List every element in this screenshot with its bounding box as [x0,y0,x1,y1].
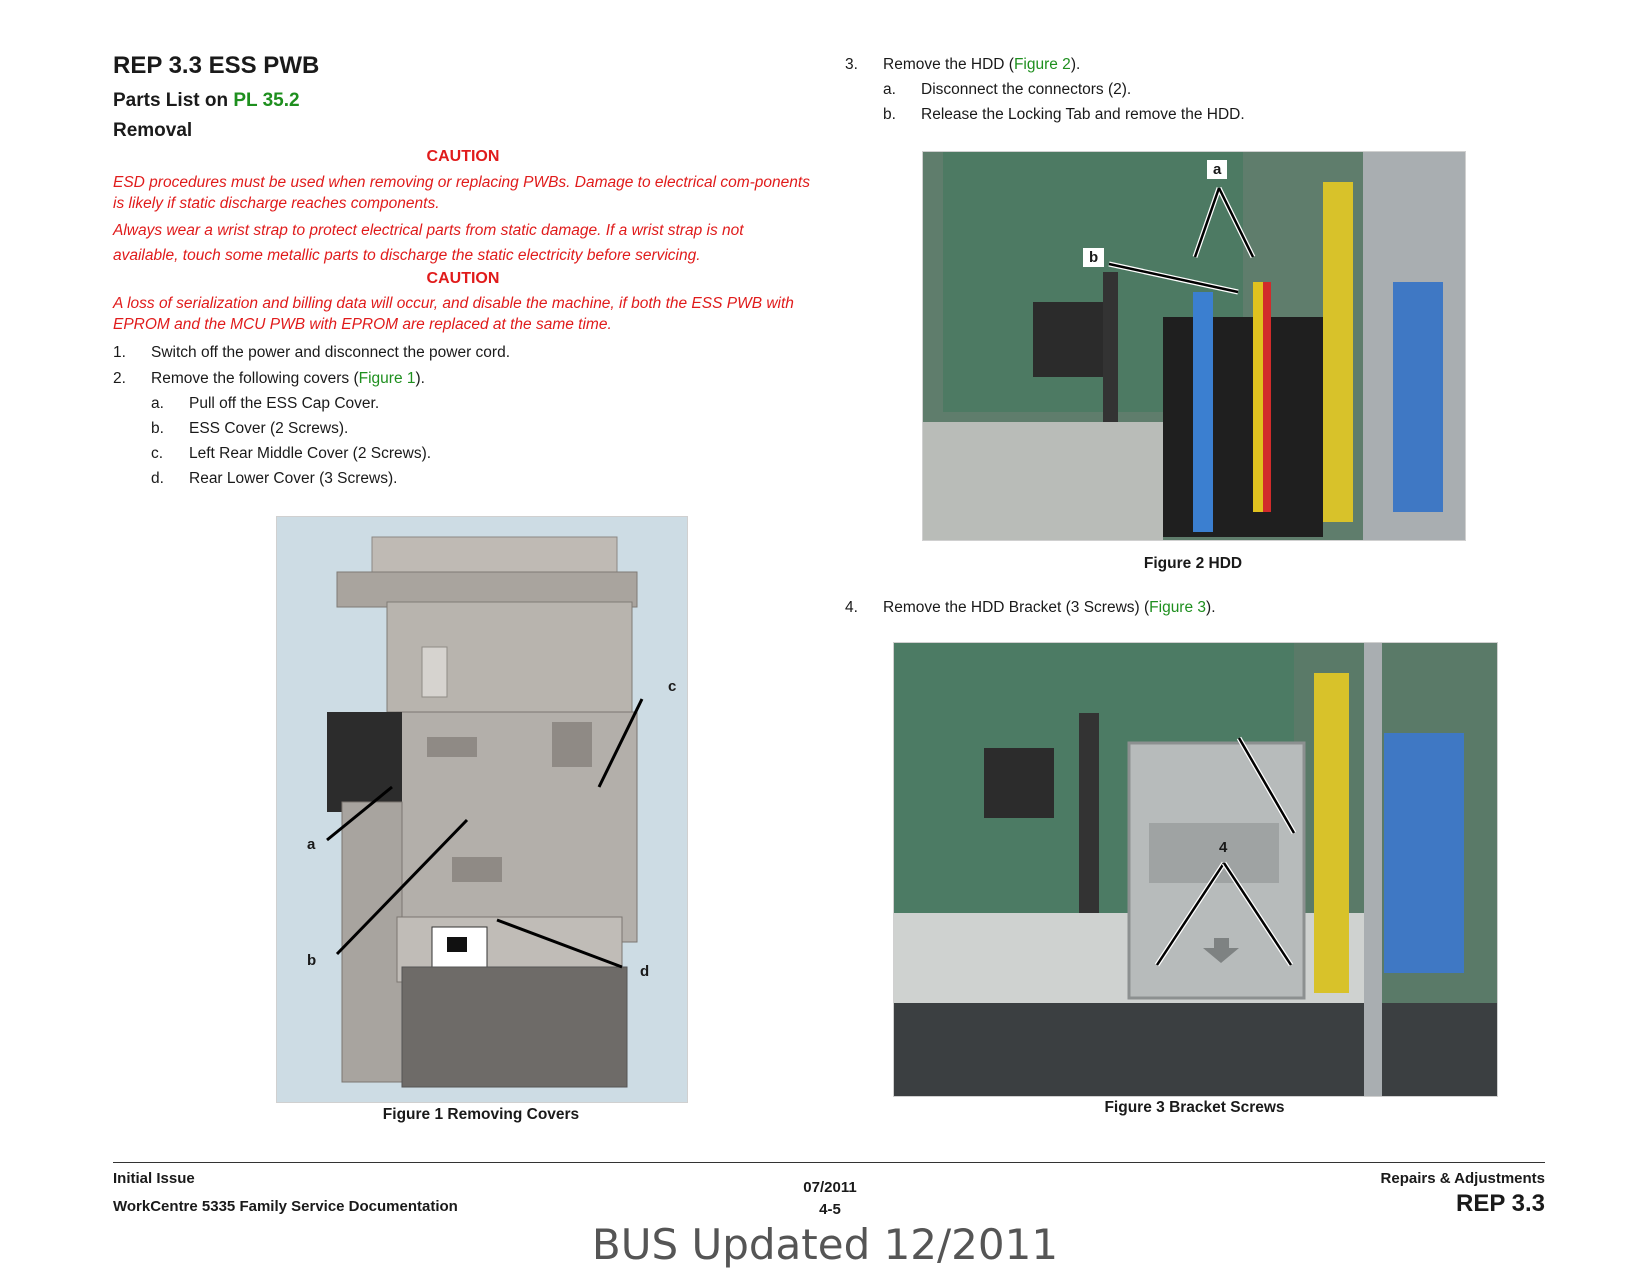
removal-heading: Removal [113,120,193,141]
step-text: Remove the HDD ( [883,56,1014,73]
step-text: Switch off the power and disconnect the power cord. [151,344,511,361]
sub-text: Release the Locking Tab and remove the HDD. [921,106,1245,123]
caution-text-1b: Always wear a wrist strap to protect electrical parts from static damage. If a wrist strap is not available, touch some metallic parts to discharge the static electricity before servicing. [113,222,744,264]
sub-letter: a. [883,81,896,98]
step-number: 1. [113,344,126,361]
sub-letter: b. [883,106,896,123]
footer-rule [113,1162,1545,1163]
footer-issue: Initial Issue [113,1170,195,1187]
figure-2-image [922,151,1466,541]
step-text: Remove the HDD Bracket (3 Screws) ( [883,599,1150,616]
footer-section: Repairs & Adjustments [1380,1170,1545,1187]
footer-doc-title: WorkCentre 5335 Family Service Documentation [113,1198,458,1215]
figure-1-leaders [277,517,687,1102]
step-number: 3. [845,56,858,73]
sub-text: Pull off the ESS Cap Cover. [189,395,380,412]
figure-3-image [893,642,1498,1097]
sub-letter: c. [151,445,164,462]
sub-text: ESS Cover (2 Screws). [189,420,349,437]
step-text-end: ). [1206,599,1216,616]
caution-text-1a: ESD procedures must be used when removing or replacing PWBs. Damage to electrical com-ponents is likely if static discharge reaches components. [113,174,810,212]
figure-2-link[interactable]: Figure 2 [1013,56,1071,73]
caution-text-2: A loss of serialization and billing data will occur, and disable the machine, if both the ESS PWB with EPROM and the MCU PWB with EPROM are replaced at the same time. [113,295,794,333]
sub-letter: a. [151,395,164,412]
figure-2-caption: Figure 2 HDD [1143,555,1243,572]
step-text-end: ). [1070,56,1081,73]
page-title: REP 3.3 ESS PWB [113,52,320,79]
parts-list-link[interactable]: PL 35.2 [233,90,300,111]
sub-text: Disconnect the connectors (2). [921,81,1132,98]
step-3a [883,80,1131,100]
step-text: Remove the following covers ( [151,370,359,387]
step-2c [151,444,431,464]
figure-1-link[interactable]: Figure 1 [358,370,416,387]
footer-date: 07/2011 [803,1179,857,1196]
callout-a: a [307,836,316,853]
figure-3-link[interactable]: Figure 3 [1149,599,1207,616]
sub-letter: b. [151,420,164,437]
step-number: 2. [113,370,126,387]
callout-b: b [307,952,317,969]
callout-a: a [1207,160,1227,179]
step-2a [151,394,379,414]
step-1 [113,343,510,363]
callout-c: c [668,678,677,695]
step-4 [845,598,1216,618]
step-2b [151,419,348,439]
parts-list-heading [113,90,300,112]
step-2d [151,469,397,489]
callout-4: 4 [1219,839,1228,856]
callout-b: b [1083,248,1104,267]
step-2 [113,369,425,389]
caution-label-2: CAUTION [426,270,500,287]
figure-3-caption: Figure 3 Bracket Screws [1104,1099,1285,1116]
step-number: 4. [845,599,858,616]
parts-list-prefix: Parts List on [113,90,234,111]
callout-d: d [640,963,650,980]
sub-text: Rear Lower Cover (3 Screws). [189,470,398,487]
figure-2-leaders [923,152,1465,540]
sub-letter: d. [151,470,164,487]
figure-1-image [276,516,688,1103]
footer-rep-number: REP 3.3 [1456,1190,1545,1217]
step-text-end: ). [415,370,425,387]
step-3 [845,55,1080,75]
step-3b [883,105,1245,125]
update-stamp: BUS Updated 12/2011 [591,1220,1059,1269]
sub-text: Left Rear Middle Cover (2 Screws). [189,445,432,462]
caution-label-1: CAUTION [426,148,500,165]
figure-3-leaders [894,643,1497,1096]
figure-1-caption: Figure 1 Removing Covers [382,1106,580,1123]
footer-page-number: 4-5 [819,1201,841,1218]
